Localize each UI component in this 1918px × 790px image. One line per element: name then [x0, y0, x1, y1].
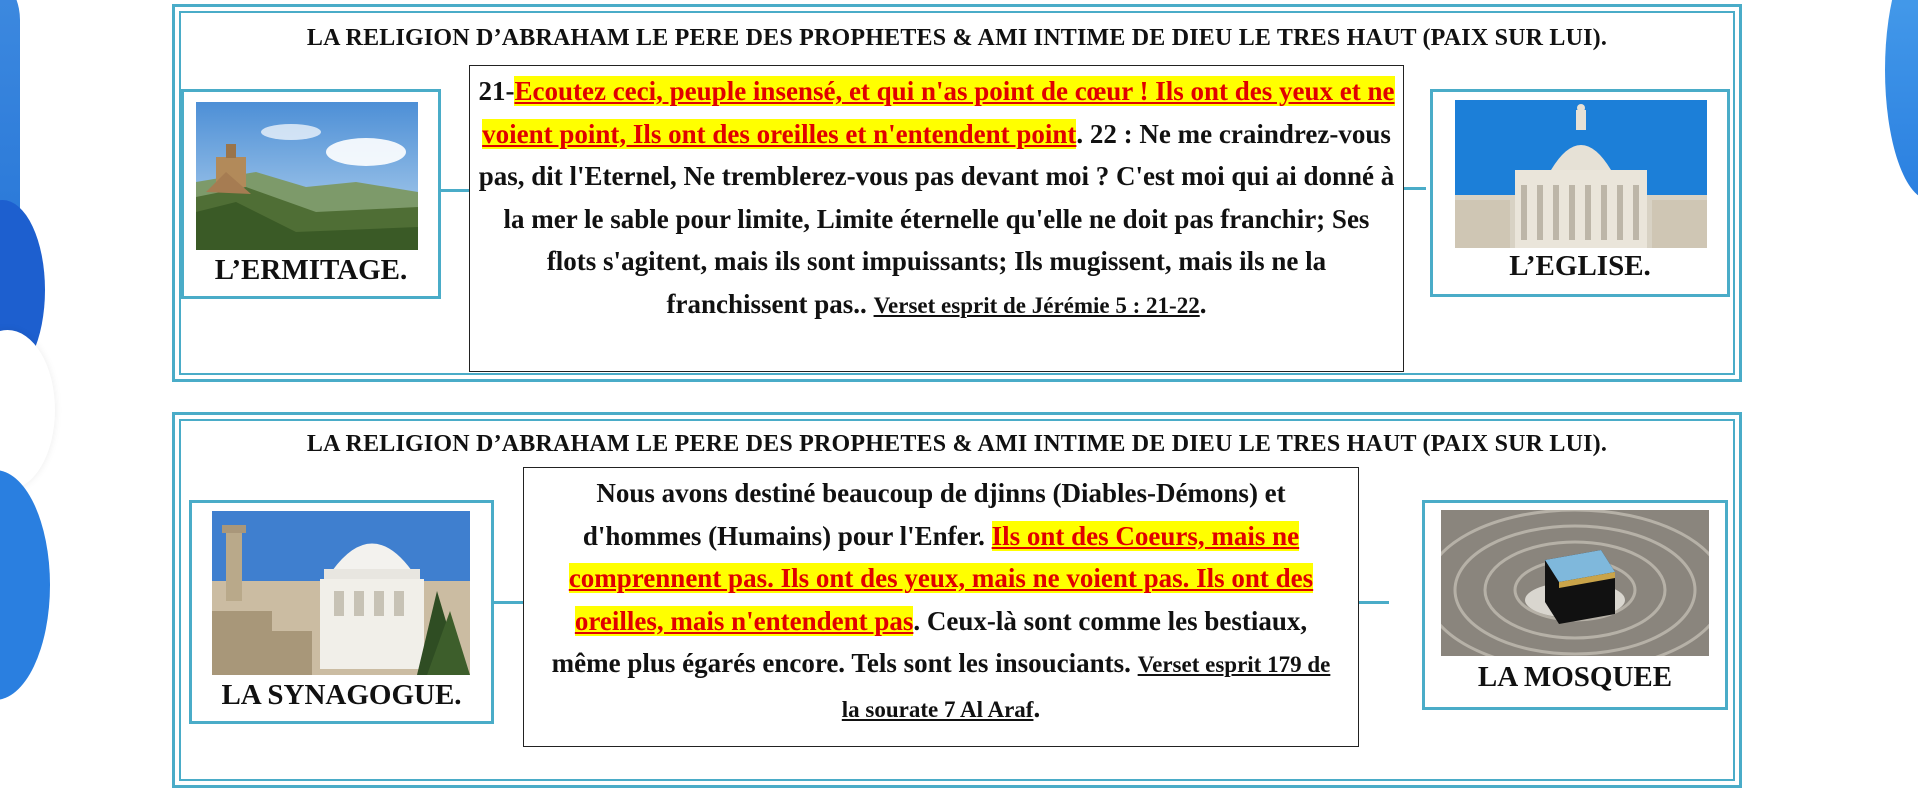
verse-number: 21- [478, 76, 515, 106]
panel-banner: LA RELIGION D’ABRAHAM LE PERE DES PROPHETES & AMI INTIME DE DIEU LE TRES HAUT (PAIX SUR LUI). [306, 25, 1608, 51]
decorative-white-shape [0, 330, 55, 490]
synagogue-photo [212, 511, 470, 675]
verse-intro: Nous avons destiné beaucoup de djinns (Diables-Démons) et d'hommes (Humains) pour l'Enfer. [582, 478, 1286, 551]
connector-line [494, 601, 524, 604]
verse-box [523, 467, 1359, 747]
verse-highlight: Ecoutez ceci, peuple insensé, et qui n'as point de cœur ! Ils ont des yeux et ne voient point, Ils ont des oreilles et n'entendent point [482, 76, 1395, 149]
connector-line [1359, 601, 1389, 604]
synagogue-card [189, 500, 494, 724]
connector-line [1404, 187, 1426, 190]
hermitage-landscape-photo [196, 102, 418, 250]
basilica-photo [1455, 100, 1707, 248]
verse-reference: Verset esprit 179 de la sourate 7 Al Araf [841, 652, 1331, 722]
church-caption: L’EGLISE. [1509, 250, 1651, 282]
verse-box [469, 65, 1404, 372]
verse-reference: Verset esprit de Jérémie 5 : 21-22 [873, 292, 1200, 318]
decorative-blue-shape [1885, 0, 1918, 200]
religion-panel-bottom [172, 412, 1742, 788]
decorative-blue-shape [0, 470, 50, 700]
verse-highlight: Ils ont des Coeurs, mais ne comprennent pas. Ils ont des yeux, mais ne voient pas. Ils ont des oreilles, mais n'entendent pas [568, 520, 1314, 636]
kaaba-photo [1441, 510, 1709, 656]
mosque-card [1422, 500, 1728, 710]
religion-panel-top [172, 4, 1742, 382]
verse-end: . [1199, 288, 1207, 319]
hermitage-card [181, 89, 441, 299]
verse-body: . 22 : Ne me craindrez-vous pas, dit l'Eternel, Ne tremblerez-vous pas devant moi ? C'est moi qui ai donné à la mer le sable pour limite, Limite éternelle qu'elle ne doit pas franchir; Ses flots s'agitent, mais ils sont impuissants; Ils mugissent, mais ils ne la franchissent pas.. [478, 118, 1395, 319]
verse-end: . [1033, 692, 1041, 723]
hermitage-caption: L’ERMITAGE. [214, 254, 408, 286]
church-card [1430, 89, 1730, 297]
panel-banner: LA RELIGION D’ABRAHAM LE PERE DES PROPHETES & AMI INTIME DE DIEU LE TRES HAUT (PAIX SUR LUI). [306, 431, 1608, 457]
synagogue-caption: LA SYNAGOGUE. [221, 679, 462, 711]
verse-body: . Ceux-là sont comme les bestiaux, même plus égarés encore. Tels sont les insouciants. [551, 605, 1308, 678]
mosque-caption: LA MOSQUEE [1477, 661, 1673, 693]
